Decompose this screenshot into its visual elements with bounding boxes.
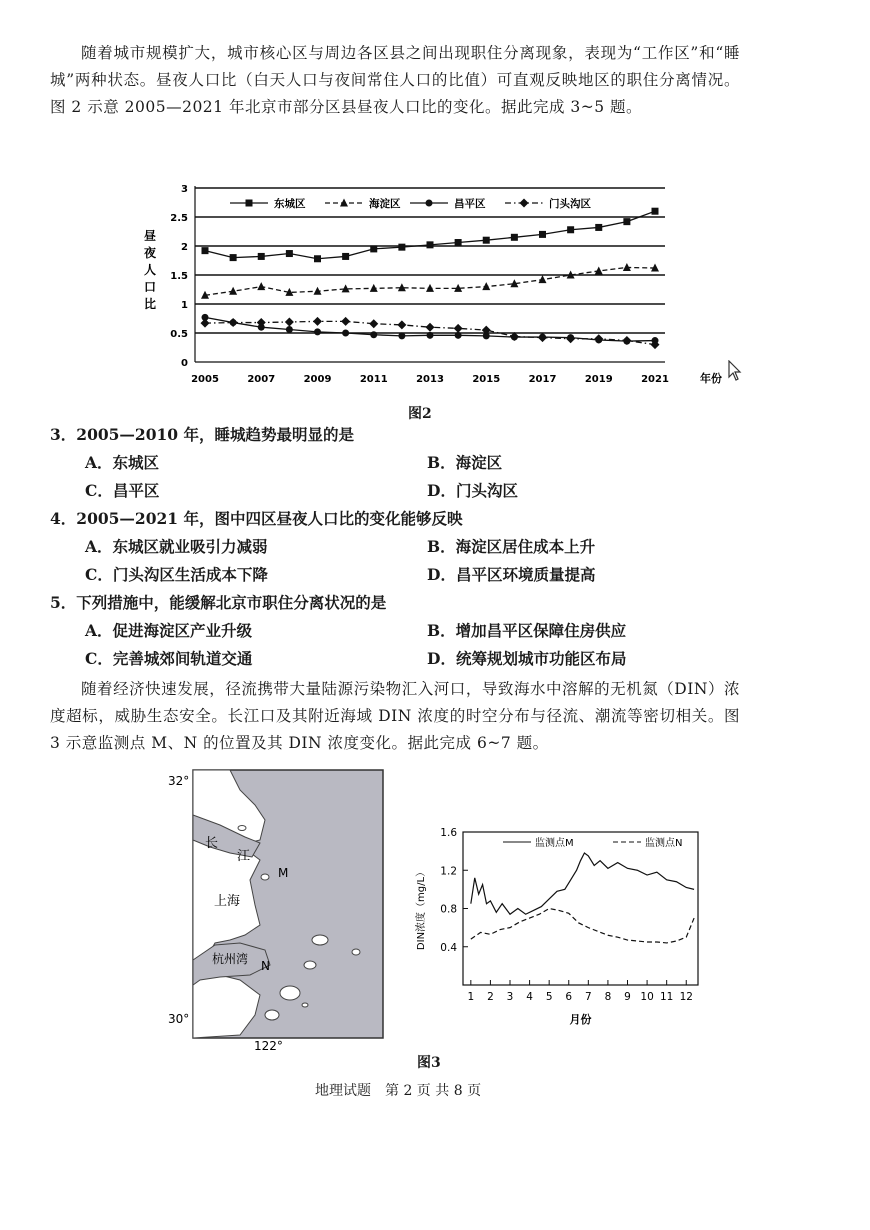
figure-2-caption: 图2 (408, 406, 432, 422)
chart1-data-point (652, 208, 659, 215)
question-4-option-b: B．海淀区居住成本上升 (427, 537, 596, 556)
chart1-series-line (205, 211, 655, 259)
chart1-y-tick-label: 2.5 (170, 213, 188, 224)
chart1-y-tick-label: 1 (181, 300, 188, 311)
chart2-y-axis-label: DIN浓度（mg/L） (416, 866, 427, 951)
map-label-jiang: 江 (237, 849, 251, 864)
chart1-x-tick-label: 2009 (303, 374, 332, 385)
question-3-option-c: C．昌平区 (85, 481, 160, 500)
map-lat-top: 32° (168, 774, 190, 788)
chart1-legend-marker (520, 199, 529, 208)
chart1-data-point (370, 331, 377, 338)
chart1-legend-marker (246, 200, 253, 207)
chart1-data-point (455, 332, 462, 339)
figure-3-din-chart (408, 820, 708, 1040)
chart2-series-line (471, 909, 694, 943)
page-footer: 地理试题 第 2 页 共 8 页 (315, 1083, 482, 1099)
chart1-legend-label: 东城区 (274, 198, 306, 210)
chart1-y-axis-label-char: 夜 (143, 246, 157, 260)
map-label-shanghai: 上海 (214, 894, 241, 909)
chart1-data-point (342, 330, 349, 337)
chart1-x-tick-label: 2021 (641, 374, 669, 385)
chart2-y-tick-label: 0.4 (440, 941, 457, 954)
chart2-x-tick-label: 12 (679, 991, 693, 1003)
chart1-data-point (455, 239, 462, 246)
chart2-x-axis-label: 月份 (569, 1013, 592, 1026)
chart1-data-point (426, 284, 434, 292)
mouse-cursor-icon (728, 360, 742, 382)
map-lat-bottom: 30° (168, 1012, 190, 1026)
chart1-data-point (286, 326, 293, 333)
chart1-data-point (369, 319, 378, 328)
chart2-y-tick-label: 1.6 (440, 827, 457, 839)
chart1-data-point (370, 245, 377, 252)
chart1-x-axis-label: 年份 (700, 372, 722, 385)
chart1-data-point (622, 336, 631, 345)
chart1-y-tick-label: 1.5 (170, 271, 188, 282)
chart1-data-point (285, 317, 294, 326)
chart1-y-tick-label: 2 (181, 242, 188, 253)
chart1-data-point (511, 234, 518, 241)
chart1-data-point (314, 255, 321, 262)
chart1-x-tick-label: 2011 (359, 374, 388, 385)
question-4-option-a: A．东城区就业吸引力减弱 (85, 537, 268, 556)
question-3-option-a: A．东城区 (85, 453, 160, 472)
question-5-option-a: A．促进海淀区产业升级 (85, 621, 253, 640)
chart1-data-point (482, 282, 490, 290)
question-3-option-b: B．海淀区 (427, 453, 503, 472)
map-label-m: M (278, 866, 289, 880)
chart1-data-point (314, 328, 321, 335)
chart2-x-tick-label: 7 (584, 991, 592, 1003)
chart1-data-point (398, 332, 405, 339)
figure-3-map (160, 765, 420, 1055)
chart1-data-point (595, 224, 602, 231)
chart1-data-point (341, 317, 350, 326)
chart1-y-axis-label-char: 口 (143, 280, 157, 294)
question-5-option-b: B．增加昌平区保障住房供应 (427, 621, 627, 640)
chart2-x-tick-label: 6 (565, 991, 573, 1003)
chart1-data-point (538, 333, 547, 342)
chart2-x-tick-label: 5 (545, 991, 553, 1003)
chart2-y-tick-label: 0.8 (440, 903, 457, 916)
chart1-data-point (201, 319, 210, 328)
chart2-x-tick-label: 8 (604, 991, 612, 1003)
chart1-data-point (230, 254, 237, 261)
chart2-x-tick-label: 3 (506, 991, 514, 1003)
chart2-x-tick-label: 2 (487, 991, 494, 1003)
chart1-data-point (566, 334, 575, 343)
chart1-data-point (202, 247, 209, 254)
question-5-option-c: C．完善城郊间轨道交通 (85, 649, 253, 668)
chart1-data-point (623, 218, 630, 225)
chart1-y-axis-label-char: 昼 (143, 229, 157, 243)
chart1-x-tick-label: 2019 (584, 374, 613, 385)
chart1-y-tick-label: 3 (181, 184, 188, 195)
chart1-data-point (567, 226, 574, 233)
chart2-series-line (471, 853, 694, 914)
question-3-option-d: D．门头沟区 (427, 481, 518, 500)
chart1-legend-marker (426, 200, 433, 207)
chart2-x-tick-label: 9 (624, 991, 631, 1003)
chart2-legend-label: 监测点M (535, 838, 574, 849)
chart1-legend-label: 门头沟区 (549, 198, 591, 210)
figure-2-chart (130, 180, 850, 420)
chart1-data-point (398, 244, 405, 251)
map-label-n: N (261, 959, 270, 973)
chart2-x-tick-label: 1 (467, 991, 475, 1003)
chart1-x-tick-label: 2017 (528, 374, 557, 385)
chart2-x-tick-label: 4 (526, 991, 533, 1003)
chart1-data-point (426, 323, 435, 332)
chart1-data-point (397, 320, 406, 329)
chart1-y-tick-label: 0.5 (170, 329, 188, 340)
chart1-data-point (342, 253, 349, 260)
chart2-y-tick-label: 1.2 (440, 865, 457, 878)
question-5-option-d: D．统筹规划城市功能区布局 (427, 649, 627, 668)
chart1-legend-label: 昌平区 (454, 198, 486, 210)
chart1-y-tick-label: 0 (181, 358, 188, 369)
chart1-data-point (427, 241, 434, 248)
chart2-x-tick-label: 10 (640, 991, 654, 1003)
map-label-hangzhouwan: 杭州湾 (212, 952, 249, 966)
chart1-y-axis-label-char: 人 (143, 263, 157, 277)
intro-paragraph-1: 随着城市规模扩大，城市核心区与周边各区县之间出现职住分离现象，表现为“工作区”和“睡城”两种状态。昼夜人口比（白天人口与夜间常住人口的比值）可直观反映地区的职住分离情况。图 2 示意 2005—2021 年北京市部分区县昼夜人口比的变化。据此完成 3~5 题。 (50, 44, 740, 116)
figure-3-caption: 图3 (417, 1055, 441, 1071)
intro-paragraph-2: 随着经济快速发展，径流携带大量陆源污染物汇入河口，导致海水中溶解的无机氮（DIN）浓度超标，威胁生态安全。长江口及其附近海域 DIN 浓度的时空分布与径流、潮流等密切相关。图 3 示意监测点 M、N 的位置及其 DIN 浓度变化。据此完成 6~7 题。 (50, 680, 740, 752)
chart1-data-point (286, 250, 293, 257)
map-label-chang: 长 (205, 836, 219, 851)
chart1-data-point (594, 334, 603, 343)
chart1-data-point (229, 318, 238, 327)
chart1-data-point (257, 282, 265, 290)
chart1-data-point (313, 317, 322, 326)
chart1-data-point (258, 253, 265, 260)
chart1-data-point (427, 332, 434, 339)
chart1-data-point (539, 231, 546, 238)
chart1-x-tick-label: 2007 (247, 374, 276, 385)
chart1-x-tick-label: 2015 (472, 374, 501, 385)
question-4-option-d: D．昌平区环境质量提高 (427, 565, 596, 584)
chart1-legend-label: 海淀区 (369, 198, 401, 210)
question-3-stem: 3．2005—2010 年，睡城趋势最明显的是 (50, 425, 354, 444)
question-5-stem: 5．下列措施中，能缓解北京市职住分离状况的是 (50, 593, 387, 612)
map-lon: 122° (254, 1039, 283, 1053)
chart2-x-tick-label: 11 (659, 991, 674, 1003)
chart1-data-point (229, 287, 237, 295)
chart2-legend-label: 监测点N (645, 838, 683, 849)
chart1-data-point (595, 266, 603, 274)
chart1-data-point (483, 237, 490, 244)
chart1-data-point (539, 275, 547, 283)
chart1-data-point (454, 324, 463, 333)
chart1-x-tick-label: 2013 (416, 374, 444, 385)
question-4-option-c: C．门头沟区生活成本下降 (85, 565, 268, 584)
chart1-y-axis-label-char: 比 (143, 297, 157, 311)
chart1-x-tick-label: 2005 (191, 374, 219, 385)
question-4-stem: 4．2005—2021 年，图中四区昼夜人口比的变化能够反映 (50, 509, 463, 528)
